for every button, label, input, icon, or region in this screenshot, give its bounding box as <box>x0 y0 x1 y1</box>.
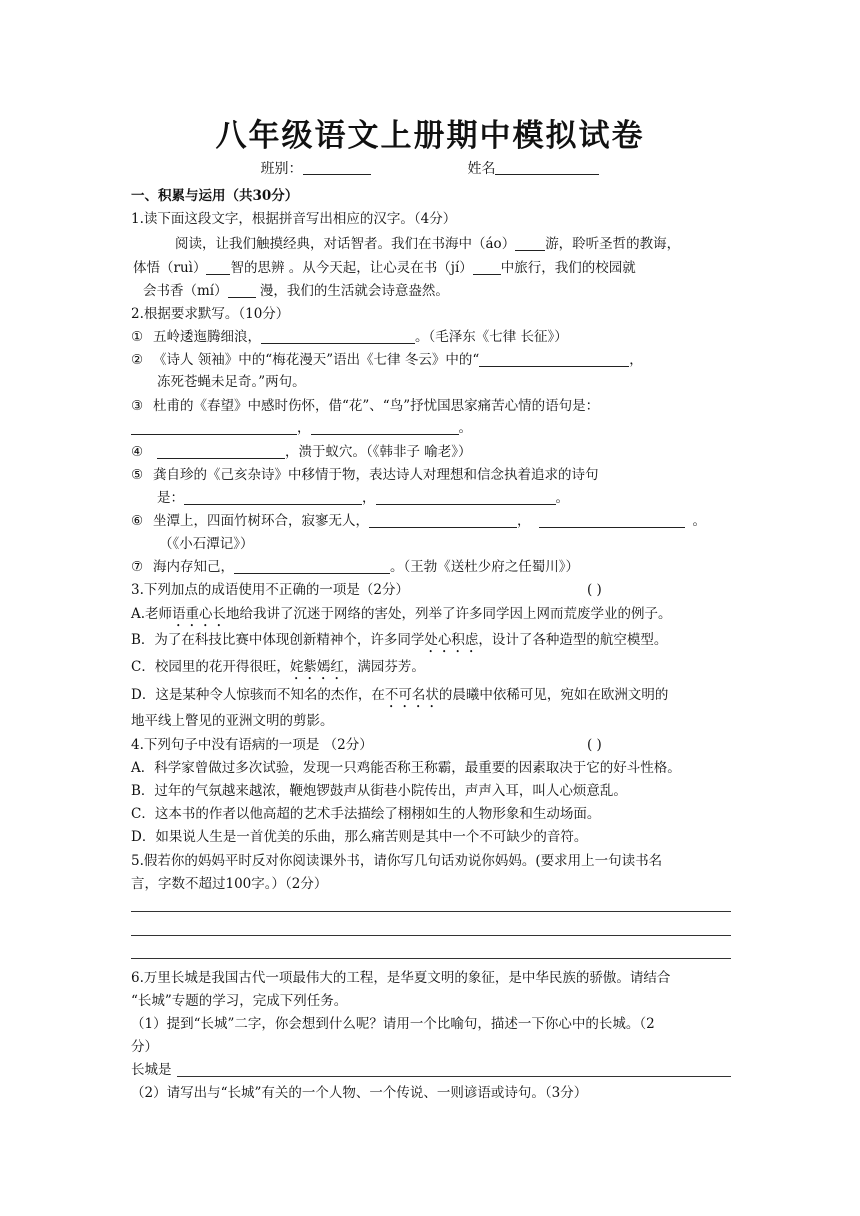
q2-item-3: ③ 杜甫的《春望》中感时伤怀，借“花”、“鸟”抒忧国思家痛苦心情的语句是： <box>131 398 600 414</box>
section-heading: 一、积累与运用（共30分） <box>131 188 299 204</box>
q6-sub1: （1）提到“长城”二字，你会想到什么呢？请用一个比喻句，描述一下你心中的长城。（2 <box>131 1016 655 1032</box>
pinyin-ao: áo <box>485 236 502 252</box>
q2-stem: 2.根据要求默写。（10分） <box>131 306 290 322</box>
q4-answer-paren[interactable]: ( ) <box>587 737 602 753</box>
q2-blank-2[interactable] <box>479 352 629 367</box>
q3-option-a[interactable]: A.老师语重心长地给我讲了沉迷于网络的害处，列举了许多同学因上网而荒废学业的例子。 <box>131 606 672 622</box>
page-title: 八年级语文上册期中模拟试卷 <box>215 118 645 154</box>
q2-item-2-cont: 冻死苍蝇未足奇。”两句。 <box>157 374 306 390</box>
q2-blank-3a[interactable] <box>131 420 297 435</box>
q2-blank-1[interactable] <box>261 329 415 344</box>
q3-option-d[interactable]: D．这是某种令人惊骇而不知名的杰作，在不可名状的晨曦中依稀可见，宛如在欧洲文明的 <box>131 687 669 703</box>
q2-item-4: ④ ，溃于蚁穴。（《韩非子 喻老》） <box>131 444 472 460</box>
q6-sub1-cont: 分） <box>131 1039 158 1055</box>
q2-item-7: ⑦ 海内存知己， 。（王勃《送杜少府之任蜀川》） <box>131 559 579 575</box>
q2-item-6-source: （《小石潭记》） <box>159 536 254 552</box>
q2-blank-4[interactable] <box>157 444 285 459</box>
q4-stem: 4.下列句子中没有语病的一项是 （2分） <box>131 737 373 753</box>
q5-stem-1: 5.假若你的妈妈平时反对你阅读课外书，请你写几句话劝说你妈妈。(要求用上一句读书名 <box>131 853 663 869</box>
student-info <box>0 158 860 178</box>
class-blank[interactable] <box>303 160 371 175</box>
q2-blank-6a[interactable] <box>369 513 517 528</box>
pinyin-rui: ruì <box>173 260 193 276</box>
q4-option-c[interactable]: C．这本书的作者以他高超的艺术手法描绘了栩栩如生的人物形象和生动场面。 <box>131 806 601 822</box>
q6-stem-2: “长城”专题的学习，完成下列任务。 <box>131 993 348 1009</box>
q4-option-b[interactable]: B．过年的气氛越来越浓，鞭炮锣鼓声从街巷小院传出，声声入耳，叫人心烦意乱。 <box>131 783 627 799</box>
q1-blank-1[interactable] <box>515 236 545 251</box>
class-label: 班别： <box>260 161 303 177</box>
q5-answer-line-1[interactable] <box>131 911 731 912</box>
q1-line2: 体悟（ruì） 智的思辨 。从今天起，让心灵在书（jí） 中旅行，我们的校园就 <box>133 260 636 276</box>
q2-blank-3b[interactable] <box>311 420 459 435</box>
q6-sub2: （2）请写出与“长城”有关的一个人物、一个传说、一则谚语或诗句。（3分） <box>131 1085 588 1101</box>
q2-item-1: ① 五岭逶迤腾细浪， 。（毛泽东《七律 长征》） <box>131 329 568 345</box>
q6-sub1-answer-label: 长城是 <box>131 1062 172 1078</box>
name-blank[interactable] <box>495 160 599 175</box>
q3-option-c[interactable]: C．校园里的花开得很旺，姹紫嫣红，满园芬芳。 <box>131 659 425 675</box>
q2-item-5-answer: 是： ， 。 <box>157 490 569 506</box>
q2-item-6: ⑥ 坐潭上，四面竹树环合，寂寥无人， ， 。 <box>131 513 706 529</box>
q2-item-2: ② 《诗人 领袖》中的“梅花漫天”语出《七律 冬云》中的“ ， <box>131 352 643 368</box>
q2-blank-6b[interactable] <box>539 513 685 528</box>
q6-stem-1: 6.万里长城是我国古代一项最伟大的工程，是华夏文明的象征，是中华民族的骄傲。请结合 <box>131 970 671 986</box>
q4-option-d[interactable]: D．如果说人生是一首优美的乐曲，那么痛苦则是其中一个不可缺少的音符。 <box>131 829 588 845</box>
q3-answer-paren[interactable]: ( ) <box>587 582 602 598</box>
q3-stem: 3.下列加点的成语使用不正确的一项是（2分） <box>131 582 409 598</box>
q5-answer-line-2[interactable] <box>131 935 731 936</box>
q1-blank-3[interactable] <box>473 260 501 275</box>
q1-blank-2[interactable] <box>206 260 230 275</box>
q1-line1: 阅读，让我们触摸经典，对话智者。我们在书海中（áo） 游，聆听圣哲的教诲， <box>175 236 681 252</box>
q5-answer-line-3[interactable] <box>131 958 731 959</box>
q6-sub1-answer-line[interactable] <box>177 1076 731 1077</box>
name-label: 姓名 <box>467 161 496 177</box>
q1-line3: 会书香（mí） 漫，我们的生活就会诗意盎然。 <box>143 283 449 299</box>
q2-blank-5b[interactable] <box>376 490 556 505</box>
q2-blank-5a[interactable] <box>184 490 362 505</box>
q2-blank-7[interactable] <box>234 559 390 574</box>
q2-item-3-answer: ， 。 <box>131 418 472 438</box>
pinyin-ji: jí <box>450 260 460 276</box>
pinyin-mi: mí <box>197 283 215 299</box>
q5-stem-2: 言，字数不超过100字。）（2分） <box>131 876 328 892</box>
q1-stem: 1.读下面这段文字，根据拼音写出相应的汉字。（4分） <box>131 211 457 227</box>
q3-option-b[interactable]: B．为了在科技比赛中体现创新精神个，许多同学处心积虑，设计了各种造型的航空模型。 <box>131 632 668 648</box>
q2-item-5: ⑤ 龚自珍的《己亥杂诗》中移情于物，表达诗人对理想和信念执着追求的诗句 <box>131 467 599 483</box>
q3-option-d-cont: 地平线上瞥见的亚洲文明的剪影。 <box>131 713 334 729</box>
q4-option-a[interactable]: A．科学家曾做过多次试验，发现一只鸡能否称王称霸，最重要的因素取决于它的好斗性格。 <box>131 760 681 776</box>
q1-blank-4[interactable] <box>228 283 256 298</box>
